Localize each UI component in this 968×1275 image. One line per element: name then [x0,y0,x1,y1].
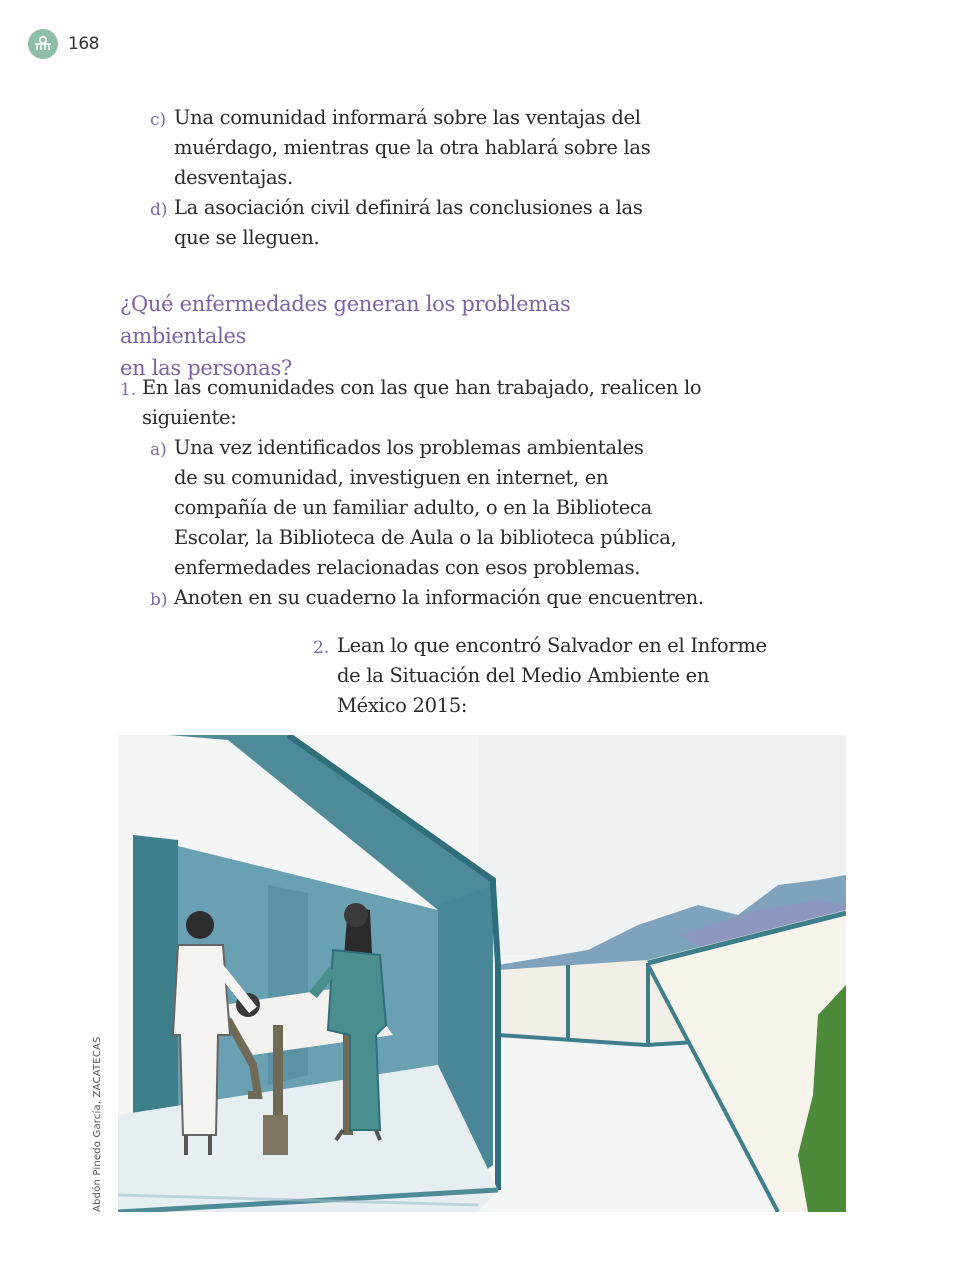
text-line: siguiente: [142,406,237,429]
text-line: México 2015: [337,694,468,717]
list-item-2 [337,631,767,721]
list-item-b [174,583,704,613]
text-line: Una comunidad informará sobre las ventajas del [174,106,641,129]
text-line: de la Situación del Medio Ambiente en [337,664,710,687]
text-line: En las comunidades con las que han trabajado, realicen lo [142,376,702,399]
text-line: de su comunidad, investiguen en internet, en [174,466,609,489]
text-line: desventajas. [174,166,293,189]
list-item-d [174,193,643,253]
text-line: muérdago, mientras que la otra hablará sobre las [174,136,651,159]
text-line: La asociación civil definirá las conclusiones a las [174,196,643,219]
text-line: que se lleguen. [174,226,320,249]
list-marker-1: 1. [120,380,137,400]
text-line: Lean lo que encontró Salvador en el Informe [337,634,767,657]
list-marker-c: c) [150,110,167,130]
text-line: enfermedades relacionadas con esos problemas. [174,556,641,579]
text-line: Anoten en su cuaderno la información que encuentren. [174,586,704,609]
text-line: Una vez identificados los problemas ambientales [174,436,644,459]
section-heading [120,288,680,384]
nurse-head [344,903,368,927]
list-marker-b: b) [150,590,168,610]
heading-line: en las personas? [120,356,292,380]
page-header [28,28,99,60]
heading-line: ¿Qué enfermedades generan los problemas ambientales [120,292,571,348]
page-number: 168 [68,34,99,54]
book-logo-icon [28,29,58,59]
doctor-head [186,911,214,939]
text-line: compañía de un familiar adulto, o en la Biblioteca [174,496,652,519]
list-item-c [174,103,650,193]
list-marker-2: 2. [313,638,330,658]
clinic-painting-illustration [118,735,846,1212]
list-item-1 [142,373,701,433]
illustration-credit: Abdón Pinedo García, ZACATECAS [92,1036,103,1212]
text-line: Escolar, la Biblioteca de Aula o la biblioteca pública, [174,526,677,549]
list-item-a [174,433,677,583]
list-marker-a: a) [150,440,167,460]
list-marker-d: d) [150,200,168,220]
